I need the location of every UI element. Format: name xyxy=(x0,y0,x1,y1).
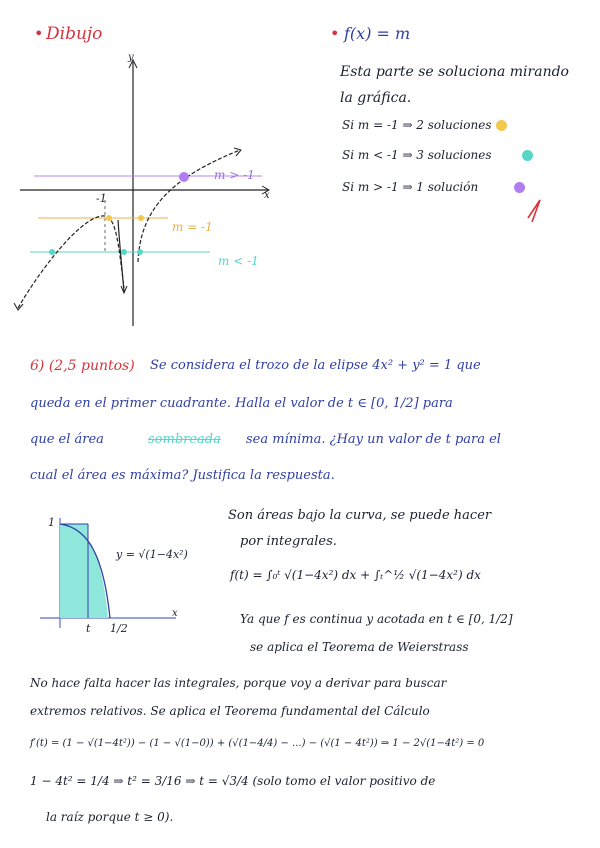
solution-line5: se aplica el Teorema de Weierstrass xyxy=(250,640,469,654)
f-bullet: • xyxy=(330,24,340,43)
graph-x-label: x xyxy=(264,190,270,201)
solution-line2: por integrales. xyxy=(240,534,337,549)
problem-line1: Se considera el trozo de la elipse 4x² + y² = 1 que xyxy=(150,358,481,373)
case-m-equal: Si m = -1 ⇒ 2 soluciones xyxy=(342,118,492,132)
fig2-curve-label: y = √(1−4x²) xyxy=(116,548,188,561)
fig2-y-tick: 1 xyxy=(48,516,55,529)
label-m-less: m < -1 xyxy=(218,254,259,268)
problem-line3-end: sea mínima. ¿Hay un valor de t para el xyxy=(246,432,501,447)
case-m-greater: Si m > -1 ⇒ 1 solución xyxy=(342,180,479,194)
solution-derivative: f′(t) = (1 − √(1−4t²)) − (1 − √(1−0)) + (√(1−4/4) − ...) − (√(1 − 4t²)) ⇒ 1 − 2√(1−4t²) = 0 xyxy=(30,738,485,749)
problem-shaded-word: sombreada xyxy=(148,432,221,447)
solution-line7: extremos relativos. Se aplica el Teorema fundamental del Cálculo xyxy=(30,704,430,718)
fig2-half-tick: 1/2 xyxy=(110,622,128,635)
fig2-t-tick: t xyxy=(86,622,91,635)
problem-line3-start: que el área xyxy=(30,432,104,447)
solution-integral: f(t) = ∫₀ᵗ √(1−4x²) dx + ∫ₜ^½ √(1−4x²) dx xyxy=(230,568,481,582)
dibujo-title: Dibujo xyxy=(46,24,103,44)
dibujo-bullet: • xyxy=(34,24,44,43)
explanation-line2: la gráfica. xyxy=(340,90,412,106)
fig2-x-label: x xyxy=(172,608,178,619)
graph-y-label: y xyxy=(128,52,134,63)
f-equals-m: f(x) = m xyxy=(344,24,411,43)
solution-line4: Ya que f es continua y acotada en t ∈ [0, 1/2] xyxy=(240,612,513,626)
solution-final: la raíz porque t ≥ 0). xyxy=(46,810,174,824)
problem-line4: cual el área es máxima? Justifica la respuesta. xyxy=(30,468,335,483)
explanation-line1: Esta parte se soluciona mirando xyxy=(340,64,569,80)
problem-line2: queda en el primer cuadrante. Halla el valor de t ∈ [0, 1/2] para xyxy=(30,396,453,411)
graph-minus-one-label: -1 xyxy=(96,192,107,205)
solution-result: 1 − 4t² = 1/4 ⇒ t² = 3/16 ⇒ t = √3/4 (solo tomo el valor positivo de xyxy=(30,774,436,788)
solution-line1: Son áreas bajo la curva, se puede hacer xyxy=(228,508,492,523)
solution-line6: No hace falta hacer las integrales, porque voy a derivar para buscar xyxy=(30,676,447,690)
problem-label: 6) (2,5 puntos) xyxy=(30,358,135,374)
case-m-less: Si m < -1 ⇒ 3 soluciones xyxy=(342,148,492,162)
label-m-greater: m > -1 xyxy=(214,168,255,182)
label-m-equal: m = -1 xyxy=(172,220,213,234)
